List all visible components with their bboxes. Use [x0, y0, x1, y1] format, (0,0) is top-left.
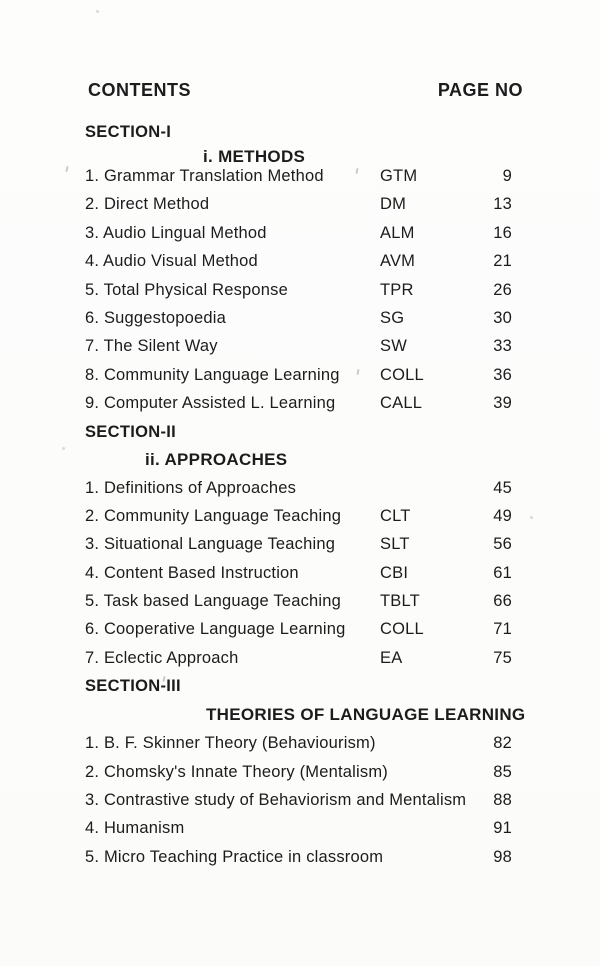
- entry-page: 66: [493, 592, 512, 611]
- section-label: SECTION-I: [85, 123, 172, 141]
- entry-page: 98: [493, 847, 512, 866]
- toc-row: [85, 394, 512, 422]
- entry-title: 4. Content Based Instruction: [85, 563, 299, 582]
- entry-page: 91: [493, 819, 512, 838]
- section-label: SECTION-III: [85, 677, 181, 696]
- toc-row: [85, 848, 512, 876]
- toc-row: [85, 366, 512, 394]
- toc-row: [85, 620, 512, 648]
- section-rows: [85, 734, 512, 876]
- entry-title: 7. The Silent Way: [85, 337, 218, 356]
- entry-page: 85: [493, 762, 512, 781]
- entry-abbr: ALM: [380, 223, 415, 242]
- section-rows: [85, 167, 512, 423]
- scan-artifact: [62, 447, 65, 450]
- entry-page: 16: [493, 223, 512, 242]
- entry-page: 75: [493, 648, 512, 667]
- entry-abbr: TPR: [380, 280, 414, 299]
- toc-row: [85, 224, 512, 252]
- entry-page: 39: [493, 394, 512, 413]
- entry-abbr: DM: [380, 195, 407, 214]
- entry-abbr: EA: [380, 648, 403, 667]
- entry-page: 9: [502, 167, 512, 185]
- entry-title: 2. Chomsky's Innate Theory (Mentalism): [85, 762, 388, 781]
- toc-row: [85, 649, 512, 677]
- section-subtitle: i. METHODS: [203, 147, 306, 166]
- scan-artifact: [96, 10, 99, 13]
- entry-abbr: CALL: [380, 394, 423, 413]
- toc-row: [85, 195, 512, 223]
- entry-title: 8. Community Language Learning: [85, 365, 340, 384]
- entry-page: 61: [493, 563, 512, 582]
- entry-page: 82: [493, 734, 512, 753]
- entry-abbr: SG: [380, 308, 405, 327]
- entry-title: 7. Eclectic Approach: [85, 648, 239, 667]
- entry-abbr: SLT: [380, 535, 410, 554]
- entry-title: 6. Suggestopoedia: [85, 308, 227, 327]
- entry-title: 9. Computer Assisted L. Learning: [85, 394, 336, 413]
- toc-row: [85, 763, 512, 791]
- entry-title: 1. Grammar Translation Method: [85, 167, 324, 185]
- toc-row: [85, 592, 512, 620]
- section-subtitle: THEORIES OF LANGUAGE LEARNING: [206, 705, 526, 725]
- section-theories: [85, 677, 526, 876]
- entry-title: 2. Direct Method: [85, 195, 210, 214]
- entry-title: 5. Total Physical Response: [85, 280, 289, 299]
- toc-row: [85, 479, 512, 507]
- toc-row: [85, 281, 512, 309]
- entry-page: 33: [493, 337, 512, 356]
- entry-abbr: TBLT: [380, 592, 420, 611]
- entry-abbr: GTM: [380, 167, 418, 185]
- entry-page: 26: [493, 280, 512, 299]
- entry-title: 1. Definitions of Approaches: [85, 478, 297, 497]
- entry-title: 4. Audio Visual Method: [85, 252, 258, 271]
- toc-row: [85, 309, 512, 337]
- scan-artifact: [65, 166, 68, 172]
- entry-page: 30: [493, 308, 512, 327]
- toc-row: [85, 734, 512, 762]
- entry-title: 1. B. F. Skinner Theory (Behaviourism): [85, 734, 376, 753]
- section-subtitle: ii. APPROACHES: [145, 449, 288, 469]
- entry-title: 4. Humanism: [85, 819, 185, 838]
- toc-row: [85, 507, 512, 535]
- toc-header: [88, 81, 523, 100]
- toc-row: [85, 535, 512, 563]
- section-approaches: [85, 423, 512, 678]
- page-no-label: PAGE NO: [437, 80, 523, 100]
- entry-title: 5. Task based Language Teaching: [85, 592, 342, 611]
- toc-row: [85, 337, 512, 365]
- entry-abbr: CLT: [380, 506, 411, 525]
- entry-abbr: SW: [380, 337, 407, 356]
- entry-page: 88: [493, 791, 512, 810]
- section-label: SECTION-II: [85, 422, 177, 441]
- entry-page: 56: [493, 535, 512, 554]
- entry-page: 71: [493, 620, 512, 639]
- entry-title: 3. Contrastive study of Behaviorism and Mentalism: [85, 791, 467, 810]
- toc-row: [85, 167, 512, 195]
- entry-page: 13: [493, 195, 512, 214]
- page-title: CONTENTS: [88, 80, 191, 100]
- entry-title: 5. Micro Teaching Practice in classroom: [85, 847, 384, 866]
- entry-page: 36: [493, 365, 512, 384]
- toc-row: [85, 819, 512, 847]
- entry-page: 45: [493, 478, 512, 497]
- entry-page: 21: [493, 252, 512, 271]
- entry-title: 6. Cooperative Language Learning: [85, 620, 346, 639]
- entry-abbr: AVM: [380, 252, 416, 271]
- toc-body: [85, 121, 526, 876]
- scan-artifact: [530, 516, 533, 519]
- section-rows: [85, 479, 512, 678]
- toc-row: [85, 564, 512, 592]
- entry-title: 2. Community Language Teaching: [85, 506, 342, 525]
- entry-abbr: CBI: [380, 563, 409, 582]
- toc-row: [85, 791, 512, 819]
- toc-row: [85, 252, 512, 280]
- entry-abbr: COLL: [380, 365, 424, 384]
- entry-page: 49: [493, 506, 512, 525]
- entry-title: 3. Audio Lingual Method: [85, 223, 267, 242]
- section-methods: [85, 123, 512, 423]
- entry-abbr: COLL: [380, 620, 424, 639]
- entry-title: 3. Situational Language Teaching: [85, 535, 336, 554]
